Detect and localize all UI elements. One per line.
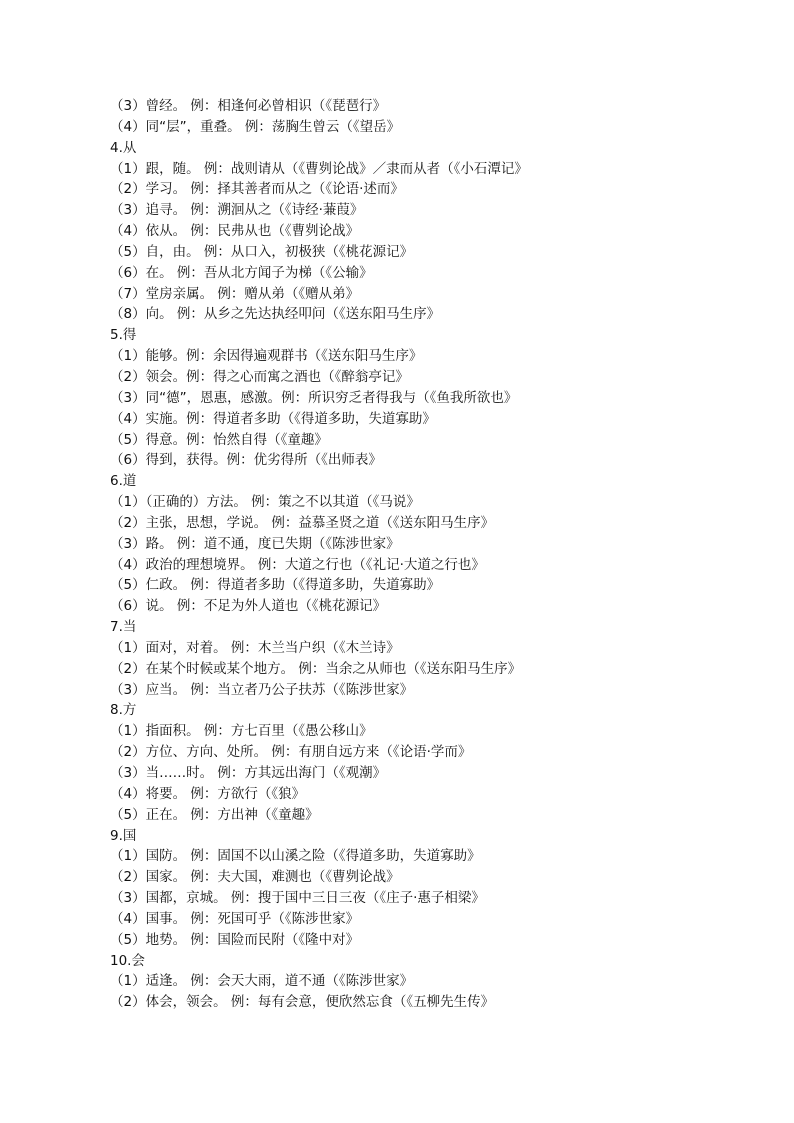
section-heading: 5.得 [110,327,137,344]
entry-line: （8）向。 例：从乡之先达执经叩问（《送东阳马生序》 [110,306,441,323]
entry-line: （6）得到，获得。例：优劣得所（《出师表》 [110,452,382,469]
document-body [110,96,750,1013]
entry-line: （4）实施。例：得道者多助（《得道多助，失道寡助》 [110,410,436,427]
entry-line: （4）将要。 例：方欲行（《狼》 [110,785,306,802]
entry-line: （6）说。 例：不足为外人道也（《桃花源记》 [110,598,387,615]
section-heading: 7.当 [110,619,137,636]
entry-line: （3）追寻。 例：溯洄从之（《诗经·蒹葭》 [110,202,364,219]
entry-line: （5）仁政。 例：得道者多助（《得道多助，失道寡助》 [110,577,441,594]
entry-line: （5）自，由。 例：从口入，初极狭（《桃花源记》 [110,243,414,260]
entry-line: （2）体会，领会。 例：每有会意，便欣然忘食（《五柳先生传》 [110,994,495,1011]
entry-line: （6）在。 例：吾从北方闻子为梯（《公输》 [110,264,373,281]
entry-line: （5）正在。 例：方出神（《童趣》 [110,806,319,823]
entry-line: （1）适逢。 例：会天大雨，道不通（《陈涉世家》 [110,973,414,990]
entry-line: （1）（正确的）方法。 例：策之不以其道（《马说》 [110,494,420,511]
entry-line: （1）跟，随。 例：战则请从（《曹刿论战》／隶而从者（《小石潭记》 [110,160,528,177]
entry-line: （2）学习。 例：择其善者而从之（《论语·述而》 [110,181,404,198]
section-heading: 10.会 [110,952,145,969]
entry-line: （3）应当。 例：当立者乃公子扶苏（《陈涉世家》 [110,681,414,698]
entry-line: （3）国都，京城。 例：搜于国中三日三夜（《庄子·惠子相梁》 [110,890,485,907]
entry-line: （2）在某个时候或某个地方。 例：当余之从师也（《送东阳马生序》 [110,660,522,677]
entry-line: （4）依从。 例：民弗从也（《曹刿论战》 [110,223,360,240]
entry-line: （3）曾经。 例：相逢何必曾相识（《琵琶行》 [110,98,387,114]
entry-line: （1）指面积。 例：方七百里（《愚公移山》 [110,723,373,740]
entry-line: （3）路。 例：道不通，度已失期（《陈涉世家》 [110,535,400,552]
entry-line: （2）国家。 例：夫大国，难测也（《曹刿论战》 [110,869,400,886]
entry-line: （3）同“德”，恩惠，感激。例：所识穷乏者得我与（《鱼我所欲也》 [110,389,518,406]
entry-line: （2）领会。例：得之心而寓之酒也（《醉翁亭记》 [110,368,409,385]
entry-line: （1）面对，对着。 例：木兰当户织（《木兰诗》 [110,639,400,656]
entry-line: （5）得意。例：怡然自得（《童趣》 [110,431,328,448]
entry-line: （5）地势。 例：国险而民附（《隆中对》 [110,931,360,948]
entry-line: （4）同“层”，重叠。 例：荡胸生曾云（《望岳》 [110,118,401,135]
section-heading: 6.道 [110,473,137,490]
entry-line: （1）能够。例：余因得遍观群书（《送东阳马生序》 [110,348,423,365]
section-heading: 8.方 [110,702,137,719]
entry-line: （3）当……时。 例：方其远出海门（《观潮》 [110,765,387,781]
entry-line: （2）方位、方向、处所。 例：有朋自远方来（《论语·学而》 [110,744,472,761]
entry-line: （2）主张，思想，学说。 例：益慕圣贤之道（《送东阳马生序》 [110,514,495,531]
entry-line: （1）国防。 例：固国不以山溪之险（《得道多助，失道寡助》 [110,848,481,865]
section-heading: 9.国 [110,827,137,844]
section-heading: 4.从 [110,139,137,156]
entry-line: （7）堂房亲属。 例：赠从弟（《赠从弟》 [110,285,360,302]
entry-line: （4）国事。 例：死国可乎（《陈涉世家》 [110,910,360,927]
entry-line: （4）政治的理想境界。 例：大道之行也（《礼记·大道之行也》 [110,556,485,573]
